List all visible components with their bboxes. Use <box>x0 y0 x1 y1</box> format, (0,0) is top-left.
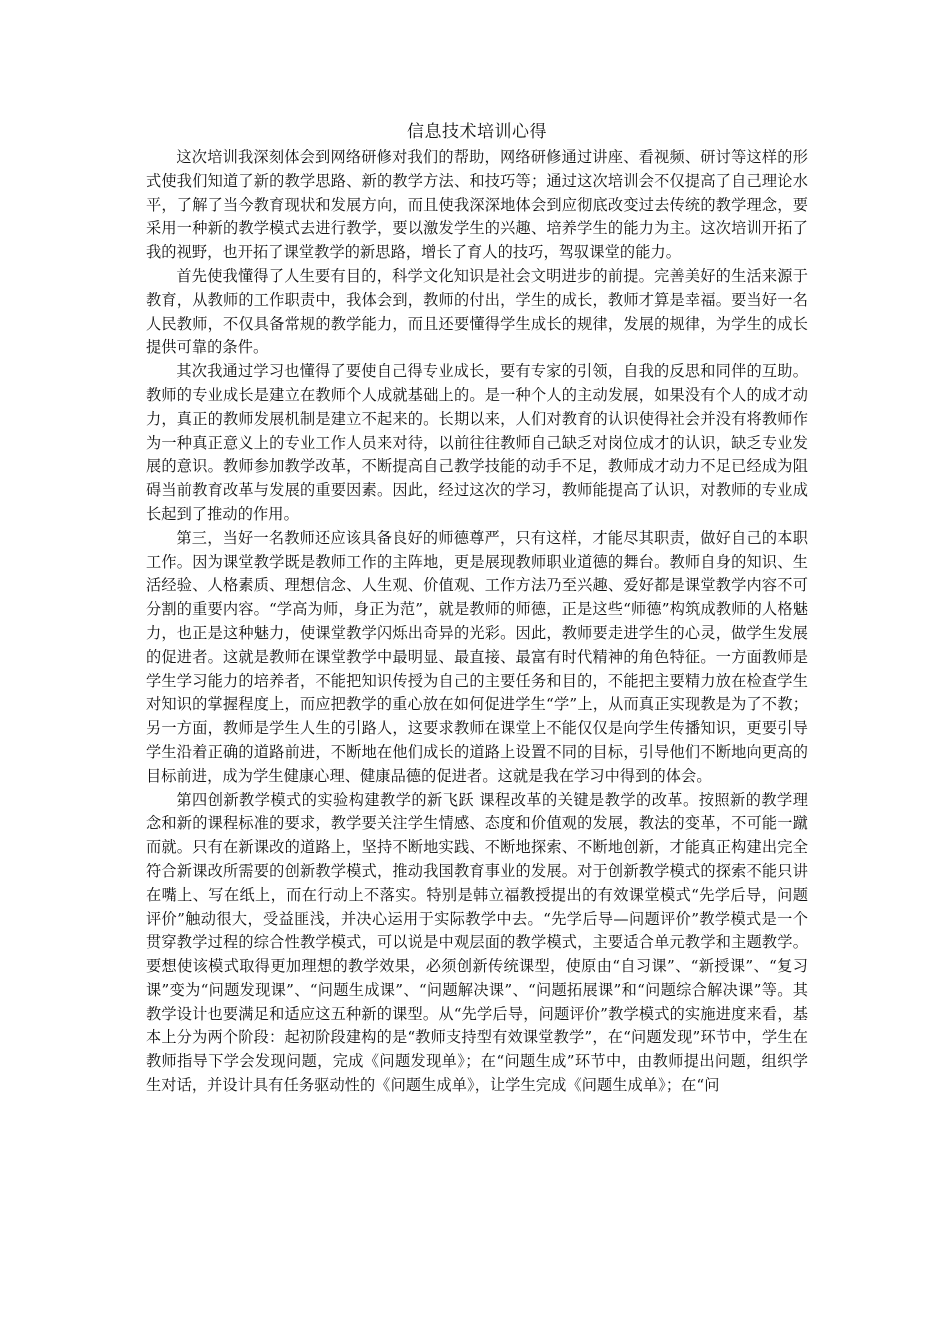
paragraph-1: 这次培训我深刻体会到网络研修对我们的帮助，网络研修通过讲座、看视频、研讨等这样的形式使我们知道了新的教学思路、新的教学方法、和技巧等；通过这次培训会不仅提高了自己理论水平，了解了当今教育现状和发展方向，而且使我深深地体会到应彻底改变过去传统的教学理念，要采用一种新的教学模式去进行教学，要以激发学生的兴趣、培养学生的能力为主。这次培训开拓了我的视野，也开拓了课堂教学的新思路，增长了育人的技巧，驾驭课堂的能力。 <box>146 148 808 262</box>
paragraph-3: 其次我通过学习也懂得了要使自己得专业成长，要有专家的引领，自我的反思和同伴的互助。教师的专业成长是建立在教师个人成就基础上的。是一种个人的主动发展，如果没有个人的成才动力，真正的教师发展机制是建立不起来的。长期以来，人们对教育的认识使得社会并没有将教师作为一种真正意义上的专业工作人员来对待，以前往往教师自己缺乏对岗位成才的认识，缺乏专业发展的意识。教师参加教学改革，不断提高自己教学技能的动手不足，教师成才动力不足已经成为阻碍当前教育改革与发展的重要因素。因此，经过这次的学习，教师能提高了认识，对教师的专业成长起到了推动的作用。 <box>146 362 808 523</box>
paragraph-2: 首先使我懂得了人生要有目的，科学文化知识是社会文明进步的前提。完善美好的生活来源于教育，从教师的工作职责中，我体会到，教师的付出，学生的成长，教师才算是幸福。要当好一名人民教师，不仅具备常规的教学能力，而且还要懂得学生成长的规律，发展的规律，为学生的成长提供可靠的条件。 <box>146 266 808 357</box>
document-title: 信息技术培训心得 <box>407 122 547 142</box>
paragraph-4: 第三，当好一名教师还应该具备良好的师德尊严，只有这样，才能尽其职责，做好自己的本职工作。因为课堂教学既是教师工作的主阵地，更是展现教师职业道德的舞台。教师自身的知识、生活经验、人格素质、理想信念、人生观、价值观、工作方法乃至兴趣、爱好都是课堂教学内容不可分割的重要内容。“学高为师，身正为范”，就是教师的师德，正是这些“师德”构筑成教师的人格魅力，也正是这种魅力，使课堂教学闪烁出奇异的光彩。因此，教师要走进学生的心灵，做学生发展的促进者。这就是教师在课堂教学中最明显、最直接、最富有时代精神的角色特征。一方面教师是学生学习能力的培养者，不能把知识传授为自己的主要任务和目的，不能把主要精力放在检查学生对知识的掌握程度上，而应把教学的重心放在如何促进学生“学”上，从而真正实现教是为了不教；另一方面，教师是学生人生的引路人，这要求教师在课堂上不能仅仅是向学生传播知识，更要引导学生沿着正确的道路前进，不断地在他们成长的道路上设置不同的目标，引导他们不断地向更高的目标前进，成为学生健康心理、健康品德的促进者。这就是我在学习中得到的体会。 <box>146 528 808 785</box>
paragraph-5: 第四创新教学模式的实验构建教学的新飞跃 课程改革的关键是教学的改革。按照新的教学理念和新的课程标准的要求，教学要关注学生情感、态度和价值观的发展，教法的变革，不可能一蹴而就。只有在新课改的道路上，坚持不断地实践、不断地探索、不断地创新，才能真正构建出完全符合新课改所需要的创新教学模式，推动我国教育事业的发展。对于创新教学模式的探索不能只讲在嘴上、写在纸上，而在行动上不落实。特别是韩立福教授提出的有效课堂模式“先学后导，问题评价”触动很大，受益匪浅，并决心运用于实际教学中去。“先学后导—问题评价”教学模式是一个贯穿教学过程的综合性教学模式，可以说是中观层面的教学模式，主要适合单元教学和主题教学。要想使该模式取得更加理想的教学效果，必须创新传统课型，使原由“自习课”、“新授课”、“复习课”变为“问题发现课”、“问题生成课”、“问题解决课”、“问题拓展课”和“问题综合解决课”等。其教学设计也要满足和适应这五种新的课型。从“先学后导，问题评价”教学模式的实施进度来看，基本上分为两个阶段：起初阶段建构的是“教师支持型有效课堂教学”，在“问题发现”环节中，学生在教师指导下学会发现问题，完成《问题发现单》；在“问题生成”环节中，由教师提出问题，组织学生对话，并设计具有任务驱动性的《问题生成单》，让学生完成《问题生成单》；在“问 <box>146 790 808 1095</box>
document-page <box>146 118 808 1098</box>
